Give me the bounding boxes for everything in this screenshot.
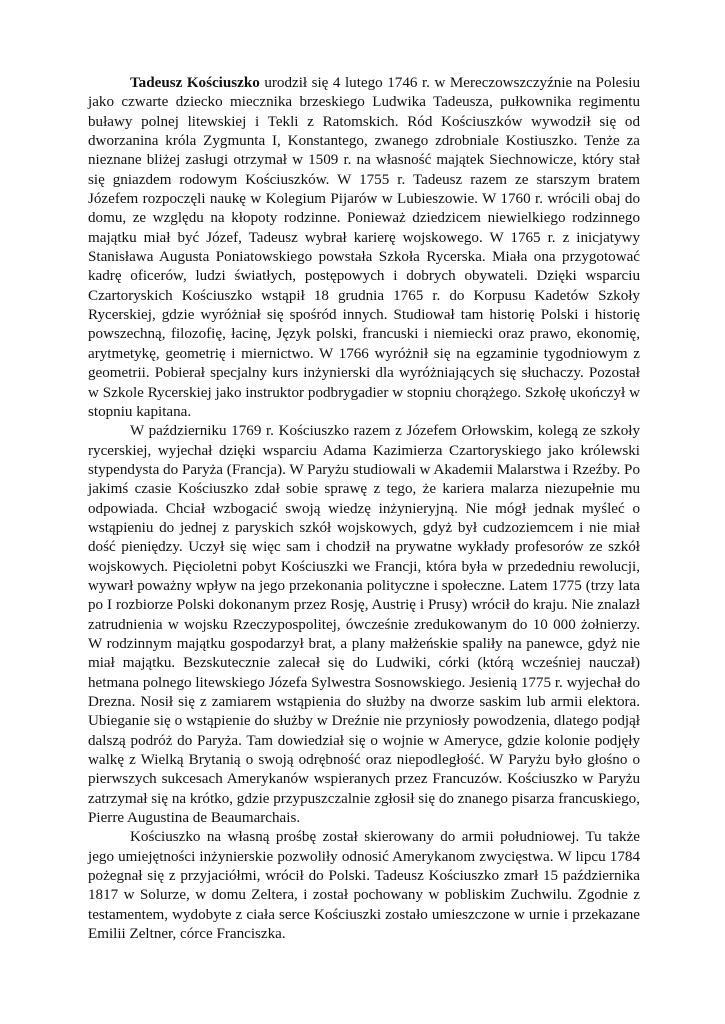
paragraph-3-text: Kościuszko na własną prośbę został skierowany do armii południowej. Tu także jego umiejętności inżynierskie pozwoliły odnosić Amerykanom zwycięstwa. W lipcu 1784 pożegnał się z przyjaciółmi, wrócił do Polski. Tadeusz Kościuszko zmarł 15 października 1817 w Solurze, w domu Zeltera, i został pochowany w pobliskim Zuchwilu. Zgodnie z testamentem, wydobyte z ciała serce Kościuszki zostało umieszczone w urnie i przekazane Emilii Zeltner, córce Franciszka. <box>88 829 640 943</box>
paragraph-2-text: W październiku 1769 r. Kościuszko razem z Józefem Orłowskim, kolegą ze szkoły rycerskiej, wyjechał dzięki wsparciu Adama Kazimierza Czartoryskiego jako królewski stypendysta do Paryża (Francja). W Paryżu studiowali w Akademii Malarstwa i Rzeźby. Po jakimś czasie Kościuszko zdał sobie sprawę z tego, że kariera malarza niezupełnie mu odpowiada. Chciał wzbogacić swoją wiedzę inżynieryjną. Nie mógł jednak myśleć o wstąpieniu do jednej z paryskich szkół wojskowych, gdyż był cudzoziemcem i nie miał dość pieniędzy. Uczył się więc sam i chodził na prywatne wykłady profesorów ze szkół wojskowych. Pięcioletni pobyt Kościuszki we Francji, która była w przededniu rewolucji, wywarł poważny wpływ na jego przekonania polityczne i społeczne. Latem 1775 (trzy lata po I rozbiorze Polski dokonanym przez Rosję, Austrię i Prusy) wrócił do kraju. Nie znalazł zatrudnienia w wojsku Rzeczypospolitej, ówcześnie zredukowanym do 10 000 żołnierzy. W rodzinnym majątku gospodarzył brat, a plany małżeńskie spaliły na panewce, gdyż nie miał majątku. Bezskutecznie zalecał się do Ludwiki, córki (którą wcześniej nauczał) hetmana polnego litewskiego Józefa Sylwestra Sosnowskiego. Jesienią 1775 r. wyjechał do Drezna. Nosił się z zamiarem wstąpienia do służby na dworze saskim lub armii elektora. Ubieganie się o wstąpienie do służby w Dreźnie nie przyniosły powodzenia, dlatego podjął dalszą podróż do Paryża. Tam dowiedział się o wojnie w Ameryce, gdzie kolonie podjęły walkę z Wielką Brytanią o swoją odrębność oraz niepodległość. W Paryżu było głośno o pierwszych sukcesach Amerykanów wspieranych przez Francuzów. Kościuszko w Paryżu zatrzymał się na krótko, gdzie przypuszczalnie zgłosił się do znanego pisarza francuskiego, Pierre Augustina de Beaumarchais. <box>88 423 640 827</box>
subject-name: Tadeusz Kościuszko <box>130 75 260 91</box>
document-page <box>88 74 640 944</box>
paragraph-1-text: urodził się 4 lutego 1746 r. w Mereczowszczyźnie na Polesiu jako czwarte dziecko miecznika brzeskiego Ludwika Tadeusza, pułkownika regimentu buławy polnej litewskiej i Tekli z Ratomskich. Ród Kościuszków wywodził się od dworzanina króla Zygmunta I, Konstantego, zwanego zdrobniale Kostiuszko. Tenże za nieznane bliżej zasługi otrzymał w 1509 r. na własność majątek Siechnowicze, który stał się gniazdem rodowym Kościuszków. W 1755 r. Tadeusz razem ze starszym bratem Józefem rozpoczęli naukę w Kolegium Pijarów w Lubieszowie. W 1760 r. wrócili obaj do domu, ze względu na kłopoty rodzinne. Ponieważ dziedzicem niewielkiego rodzinnego majątku miał być Józef, Tadeusz wybrał karierę wojskowego. W 1765 r. z inicjatywy Stanisława Augusta Poniatowskiego powstała Szkoła Rycerska. Miała ona przygotować kadrę oficerów, ludzi światłych, postępowych i dobrych obywateli. Dzięki wsparciu Czartoryskich Kościuszko wstąpił 18 grudnia 1765 r. do Korpusu Kadetów Szkoły Rycerskiej, gdzie wyróżniał się spośród innych. Studiował tam historię Polski i historię powszechną, filozofię, łacinę, Język polski, francuski i niemiecki oraz prawo, ekonomię, arytmetykę, geometrię i miernictwo. W 1766 wyróżnił się na egzaminie tygodniowym z geometrii. Pobierał specjalny kurs inżynierski dla wyróżniających się słuchaczy. Pozostał w Szkole Rycerskiej jako instruktor podbrygadier w stopniu chorążego. Szkołę ukończył w stopniu kapitana. <box>88 75 640 420</box>
paragraph-2 <box>88 422 640 828</box>
paragraph-3 <box>88 828 640 944</box>
paragraph-1 <box>88 74 640 422</box>
